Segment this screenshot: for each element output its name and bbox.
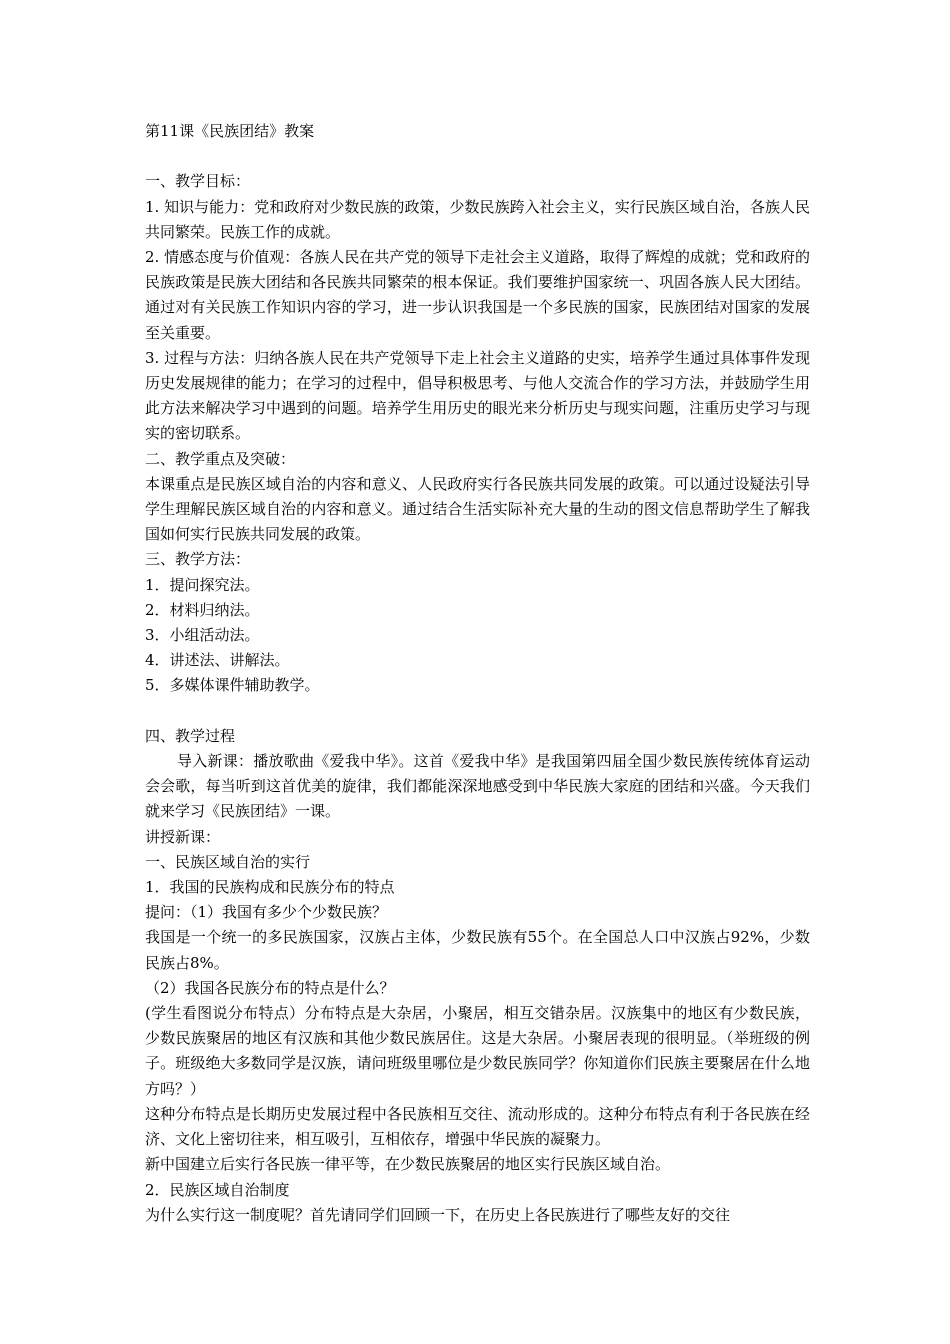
paragraph-knowledge-ability: 1. 知识与能力：党和政府对少数民族的政策，少数民族跨入社会主义，实行民族区域自治，各族人民共同繁荣。民族工作的成就。 [145,197,810,241]
section-heading-process: 四、教学过程 [145,726,236,745]
paragraph-introduction: 导入新课：播放歌曲《爱我中华》。这首《爱我中华》是我国第四届全国少数民族传统体育运动会会歌，每当听到这首优美的旋律，我们都能深深地感受到中华民族大家庭的团结和兴盛。今天我们就来学习《民族团结》一课。 [145,752,810,821]
paragraph-equality: 新中国建立后实行各民族一律平等，在少数民族聚居的地区实行民族区域自治。 [145,1155,671,1174]
paragraph-key-points: 本课重点是民族区域自治的内容和意义、人民政府实行各民族共同发展的政策。可以通过设疑法引导学生理解民族区域自治的内容和意义。通过结合生活实际补充大量的生动的图文信息帮助学生了解我国如何实行民族共同发展的政策。 [145,474,810,544]
subheading-autonomy-system: 2．民族区域自治制度 [145,1180,290,1199]
paragraph-process-method: 3. 过程与方法：归纳各族人民在共产党领导下走上社会主义道路的史实，培养学生通过具体事件发现历史发展规律的能力；在学习的过程中，倡导积极思考、与他人交流合作的学习方法，并鼓励学生用此方法来解决学习中遇到的问题。培养学生用历史的眼光来分析历史与现实问题，注重历史学习与现实的密切联系。 [145,348,810,443]
paragraph-answer-1: 我国是一个统一的多民族国家，汉族占主体，少数民族有55个。在全国总人口中汉族占92%，少数民族占8%。 [145,928,810,972]
document-page [145,119,810,1228]
list-item: 5．多媒体课件辅助教学。 [145,676,320,695]
paragraph-distribution-reason: 这种分布特点是长期历史发展过程中各民族相互交往、流动形成的。这种分布特点有利于各民族在经济、文化上密切往来，相互吸引，互相依存，增强中华民族的凝聚力。 [145,1104,810,1149]
blank-line [145,699,810,724]
subheading-ethnic-composition: 1．我国的民族构成和民族分布的特点 [145,878,395,897]
paragraph-question-1: 提问：（1）我国有多少个少数民族？ [145,903,388,922]
section-heading-objectives: 一、教学目标： [145,172,251,191]
section-heading-key-points: 二、教学重点及突破： [145,449,296,468]
list-item: 4．讲述法、讲解法。 [145,651,290,670]
paragraph-emotion-values: 2. 情感态度与价值观：各族人民在共产党的领导下走社会主义道路，取得了辉煌的成就；党和政府的民族政策是民族大团结和各民族共同繁荣的根本保证。我们要维护国家统一、巩固各族人民大团结。通过对有关民族工作知识内容的学习，进一步认识我国是一个多民族的国家，民族团结对国家的发展至关重要。 [145,248,810,342]
subheading-regional-autonomy: 一、民族区域自治的实行 [145,852,311,871]
list-item: 2．材料归纳法。 [145,600,260,619]
section-heading-methods: 三、教学方法： [145,550,251,569]
paragraph-why-autonomy: 为什么实行这一制度呢？首先请同学们回顾一下，在历史上各民族进行了哪些友好的交往 [145,1205,731,1224]
paragraph-question-2: （2）我国各民族分布的特点是什么？ [145,978,395,997]
paragraph-answer-2: (学生看图说分布特点）分布特点是大杂居，小聚居，相互交错杂居。汉族集中的地区有少数民族，少数民族聚居的地区有汉族和其他少数民族居住。这是大杂居。小聚居表现的很明显。（举班级的例子。班级绝大多数同学是汉族，请问班级里哪位是少数民族同学？你知道你们民族主要聚居在什么地方吗？） [145,1004,810,1098]
blank-line [145,144,810,169]
list-item: 3．小组活动法。 [145,626,260,645]
list-item: 1．提问探究法。 [145,575,260,594]
document-title: 第11课《民族团结》教案 [145,122,315,140]
subheading-new-lesson: 讲授新课： [145,827,221,846]
